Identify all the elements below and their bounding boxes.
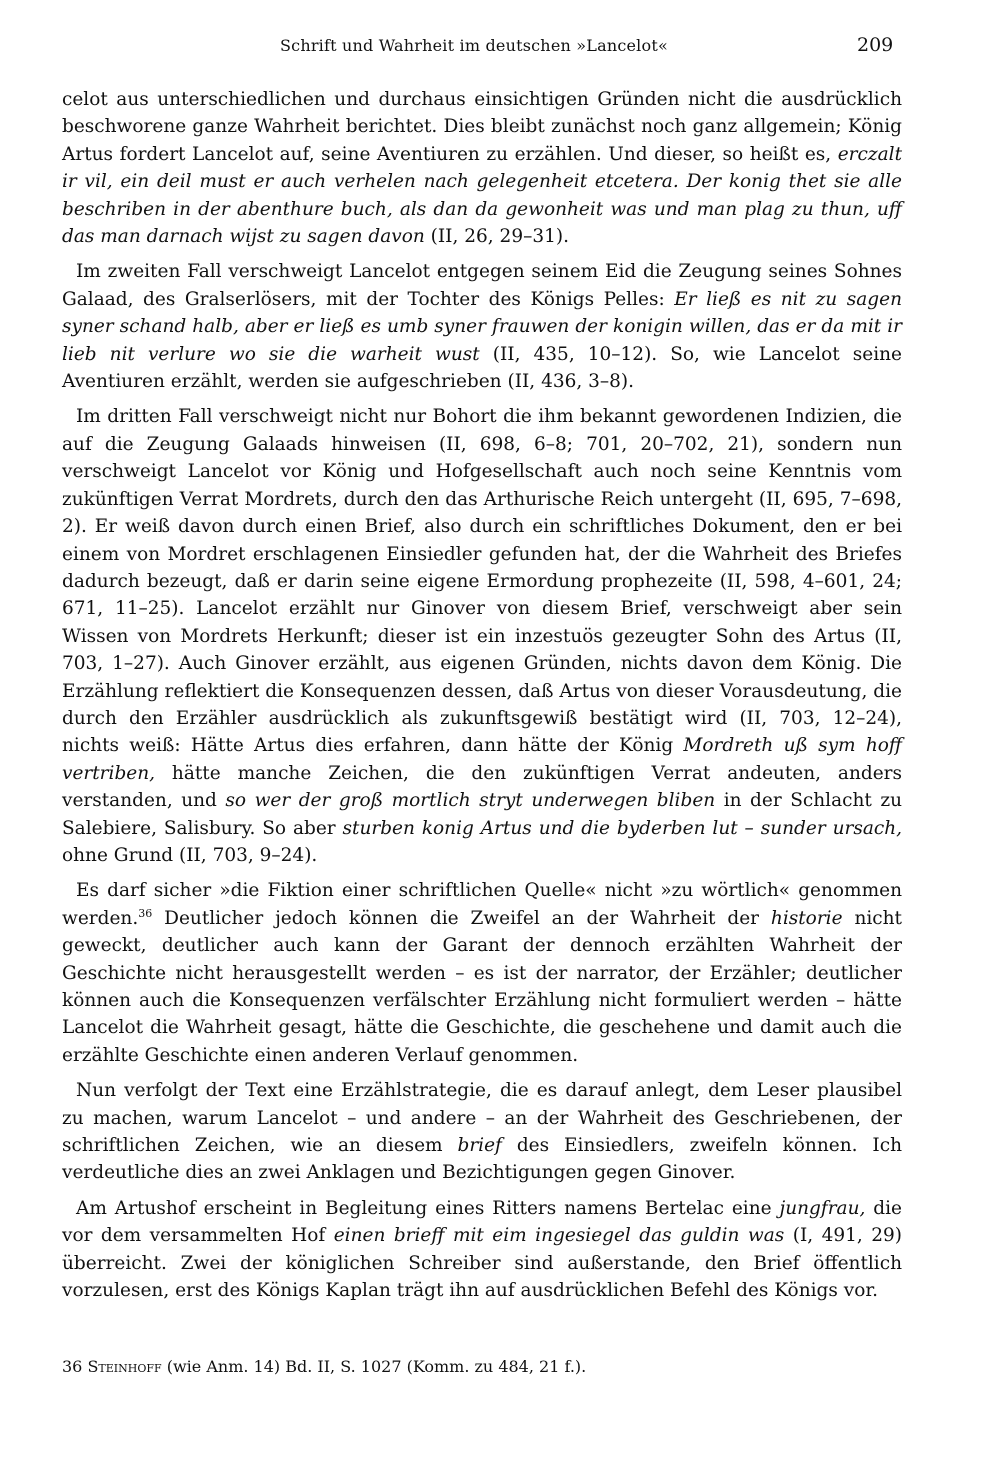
quotation: einen brieff mit eim ingesiegel das guldin was [333,1225,785,1247]
quotation: so wer der groß mortlich stryt underwegen bliben [225,790,716,812]
footnote-reference[interactable]: 36 [138,906,153,920]
text-span: celot aus unterschiedlichen und durchaus einsichtigen Gründen nicht die ausdrücklich beschworene ganze Wahrheit berichtet. Dies bleibt zunächst noch ganz allgemein; König Artus fordert Lancelot auf, seine Aventiuren zu erzählen. Und dieser, so heißt es, [62,89,902,165]
footnote-text: (wie Anm. 14) Bd. II, S. 1027 (Komm. zu 484, 21 f.). [161,1357,587,1376]
text-span: des Einsiedlers, zweifeln können. Ich verdeutliche dies an zwei Anklagen und Bezichtigungen gegen Ginover. [62,1135,902,1184]
page-number: 209 [857,34,894,56]
text-span: Nun verfolgt der Text eine Erzählstrategie, die es darauf anlegt, dem Leser plausibel zu machen, warum Lancelot – und andere – an der Wahrheit des Geschriebenen, der schriftlichen Zeichen, wie an diesem [62,1080,902,1157]
text-span: (II, 435, 10–12). So, wie Lancelot seine Aventiuren erzählt, werden sie aufgeschrieben (II, 436, 3–8). [62,343,902,393]
text-span: Im zweiten Fall verschweigt Lancelot entgegen seinem Eid die Zeugung seines Sohnes Galaad, des Gralserlösers, mit der Tochter des Königs Pelles: [62,261,902,310]
quotation: jungfrau, [779,1197,866,1219]
text-span: die vor dem versammelten Hof [62,1197,902,1247]
quotation: Mordreth uß sym hoff vertriben, [62,735,902,784]
footnote-number: 36 [62,1357,83,1376]
text-span: in der Schlacht zu Salebiere, Salisbury. So aber [62,790,902,839]
quotation: sturben konig Artus und die byderben lut – sunder ursach, [342,817,903,839]
text-span: Deutlicher jedoch können die Zweifel an der Wahrheit der [152,907,771,929]
quotation: brief [457,1135,502,1157]
footnote-author: Steinhoff [87,1357,162,1376]
text-span: nicht geweckt, deutlicher auch kann der Garant der dennoch erzählten Wahrheit der Geschichte nicht herausgestellt werden – es ist der narrator, der Erzähler; deutlicher können auch die Konsequenzen verfälschter Erzählung nicht formuliert werden – hätte Lancelot die Wahrheit gesagt, hätte die Geschichte, die geschehene und damit auch die erzählte Geschichte einen anderen Verlauf genommen. [62,907,902,1066]
quotation: Er ließ es nit zu sagen syner schand halb, aber er ließ es umb syner frauwen der konigin willen, das er da mit ir lieb nit verlure wo sie die warheit wust [62,288,902,365]
paragraph-6 [62,1195,902,1305]
paragraph-4 [62,877,902,1069]
text-span: ohne Grund (II, 703, 9–24). [62,844,318,866]
text-span: Am Artushof erscheint in Begleitung eines Ritters namens Bertelac eine [76,1197,780,1219]
text-span: (I, 491, 29) überreicht. Zwei der königlichen Schreiber sind außerstande, den Brief öffentlich vorzulesen, erst des Königs Kaplan trägt ihn auf ausdrücklichen Befehl des Königs vor. [62,1225,903,1302]
paragraph-5 [62,1077,902,1187]
text-span: hätte manche Zeichen, die den zukünftigen Verrat andeuten, anders verstanden, und [62,762,902,812]
text-span: Im dritten Fall verschweigt nicht nur Bohort die ihm bekannt gewordenen Indizien, die auf die Zeugung Galaads hinweisen (II, 698, 6–8; 701, 20–702, 21), sondern nun verschweigt Lancelot vor König und Hofgesellschaft auch noch seine Kenntnis vom zukünftigen Verrat Mordrets, durch den das Arthurische Reich untergeht (II, 695, 7–698, 2). Er weiß davon durch einen Brief, also durch ein schriftliches Dokument, den er bei einem von Mordret erschlagenen Einsiedler gefunden hat, der die Wahrheit des Briefes dadurch bezeugt, daß er darin seine eigene Ermordung prophezeite (II, 598, 4–601, 24; 671, 11–25). Lancelot erzählt nur Ginover von diesem Brief, verschweigt aber sein Wissen von Mordrets Herkunft; dieser ist ein inzestuös gezeugter Sohn des Artus (II, 703, 1–27). Auch Ginover erzählt, aus eigenen Gründen, nichts davon dem König. Die Erzählung reflektiert die Konsequenzen dessen, daß Artus von dieser Vorausdeutung, die durch den Erzähler ausdrücklich als zukunftsgewiß bestätigt wird (II, 703, 12–24), nichts weiß: Hätte Artus dies erfahren, dann hätte der König [62,406,902,757]
main-text [62,86,902,1312]
quotation: erczalt ir vil, ein deil must er auch verhelen nach gelegenheit etcetera. Der konig thet sie alle beschriben in der abenthure buch, als dan da gewonheit was und man plag zu thun, uff das man darnach wijst zu sagen davon [62,143,902,248]
running-title: Schrift und Wahrheit im deutschen »Lancelot« [280,36,668,55]
paragraph-2 [62,258,902,395]
paragraph-1 [62,86,902,250]
text-span: Es darf sicher »die Fiktion einer schriftlichen Quelle« nicht »zu wörtlich« genommen werden. [62,880,902,929]
quotation: historie [770,907,843,929]
text-span: (II, 26, 29–31). [424,226,569,248]
paragraph-3 [62,403,902,869]
footnote-36 [62,1356,902,1378]
